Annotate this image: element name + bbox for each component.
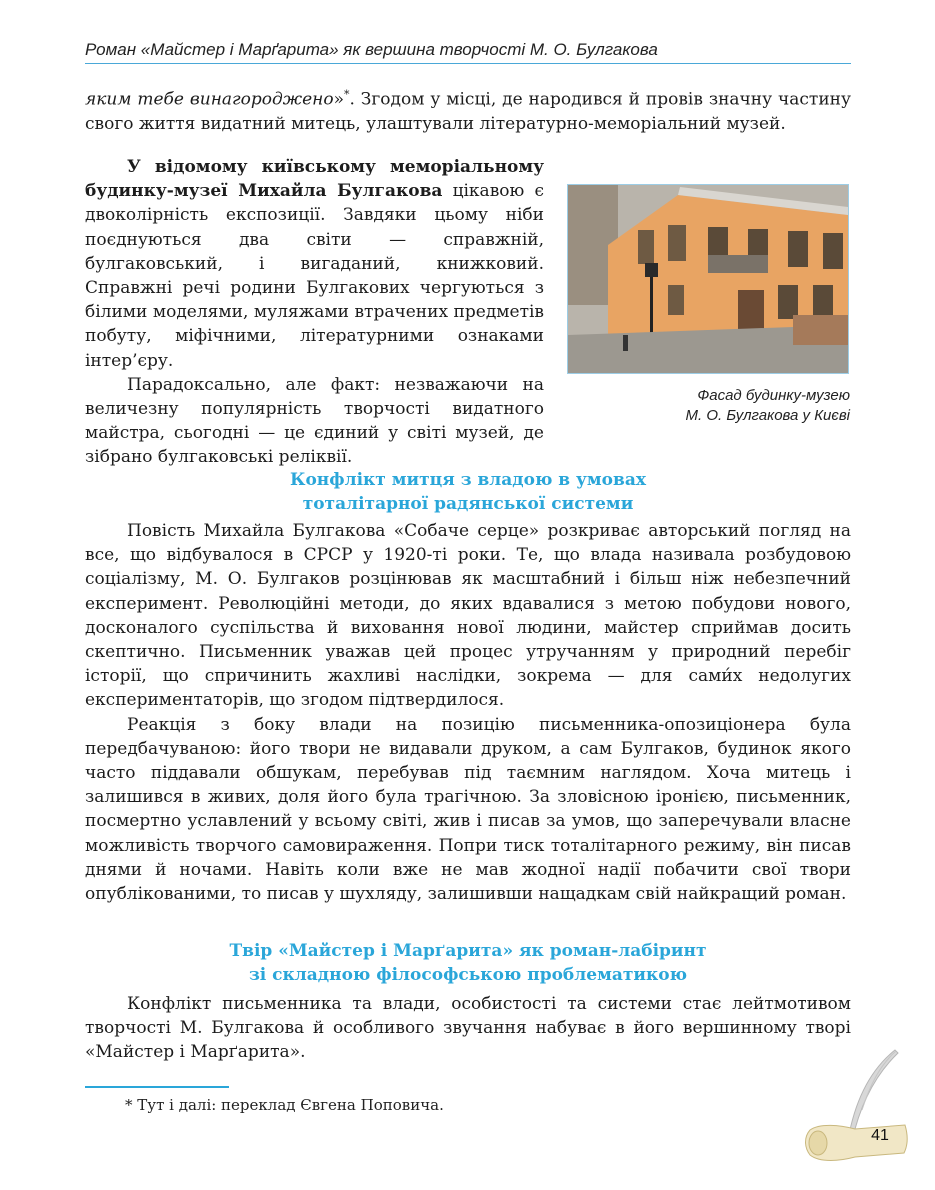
heading-line-2: тоталітарної радянської системи <box>302 494 634 514</box>
heading-line-1: Конфлікт митця з владою в умовах <box>290 470 646 490</box>
photo-caption <box>600 386 850 426</box>
intro-text: . Згодом у місці, де народився й провів значну частину свого життя видатний митець, улаштували літературно-меморіальний музей. <box>85 89 851 134</box>
caption-line-1: Фасад будинку-музею <box>697 387 850 404</box>
quote-fragment: яким тебе винагороджено <box>85 89 334 110</box>
conflict-paragraph-1: Повість Михайла Булгакова «Собаче серце» розкриває авторський погляд на все, що відбувалося в СРСР у 1920-ті роки. Те, що влада називала розбудовою соціалізму, М. О. Булгаков розцінював як масштабний і більш ніж небезпечний експеримент. Революційні методи, до яких вдавалися з метою побудови нового, досконалого суспільства й виховання нової людини, майстер сприймав досить скептично. Письменник уважав цей процес утручанням у природний перебіг історії, що спричинить жахливі наслідки, зокрема — для сами́х недолугих експериментаторів, що згодом підтвердилося. <box>85 521 851 711</box>
paradox-paragraph: Парадоксально, але факт: незважаючи на величезну популярність творчості видатного майстра, сьогодні — це єдиний у світі музей, де зібрано булгаковські реліквії. <box>85 374 544 468</box>
header-rule <box>85 63 851 64</box>
caption-line-2: М. О. Булгакова у Києві <box>685 407 850 424</box>
quote-mark: » <box>333 89 344 110</box>
footnote-rule <box>85 1086 229 1088</box>
intro-paragraph <box>85 83 851 136</box>
conflict-paragraph-2: Реакція з боку влади на позицію письменника-опозиціонера була передбачуваною: його твори не видавали друком, а сам Булгаков, будинок якого часто піддавали обшукам, перебував під таємним наглядом. Хоча митець і залишився в живих, доля його була трагічною. За зловісною іронією, письменник, посмертно уславлений у всьому світі, жив і писав за умов, що заперечували власне можливість творчого самовираження. Попри тиск тоталітарного режиму, він писав днями й ночами. Навіть коли вже не мав жодної надії побачити свої твори опублікованими, то писав у шухляду, залишивши нащадкам свій найкращий роман. <box>85 714 851 905</box>
section-heading-conflict <box>85 468 851 516</box>
running-header: Роман «Майстер і Марґарита» як вершина творчості М. О. Булгакова <box>85 40 658 59</box>
section-heading-labyrinth <box>85 939 851 987</box>
museum-paragraph <box>85 155 544 373</box>
museum-column <box>85 155 544 470</box>
heading-line-1: Твір «Майстер і Марґарита» як роман-лабіринт <box>229 941 707 961</box>
museum-text: цікавою є двоколірність експозиції. Завдяки цьому ніби поєднуються два світи — справжній, булгаковський, і вигаданий, книжковий. Справжні речі родини Булгакових чергуються з білими моделями, муляжами втрачених предметів побуту, міфічними, літературними ознаками інтер’єру. <box>85 181 544 371</box>
page-number: 41 <box>871 1127 889 1144</box>
facade-illustration <box>568 185 848 373</box>
footnote-mark: * <box>344 88 350 101</box>
section-conflict-body <box>85 519 851 906</box>
heading-line-2: зі складною філософською проблематикою <box>248 965 688 985</box>
labyrinth-paragraph: Конфлікт письменника та влади, особистості та системи стає лейтмотивом творчості М. Булгакова й особливого звучання набуває в його вершинному творі «Майстер і Марґарита». <box>85 994 851 1063</box>
museum-facade-photo <box>567 184 849 374</box>
footnote: * Тут і далі: переклад Євгена Поповича. <box>125 1096 444 1114</box>
quill-scroll-icon <box>800 1045 910 1165</box>
museum-bold-lead: У відомому київському меморіальному будинку-музеї Михайла Булгакова <box>85 157 544 202</box>
